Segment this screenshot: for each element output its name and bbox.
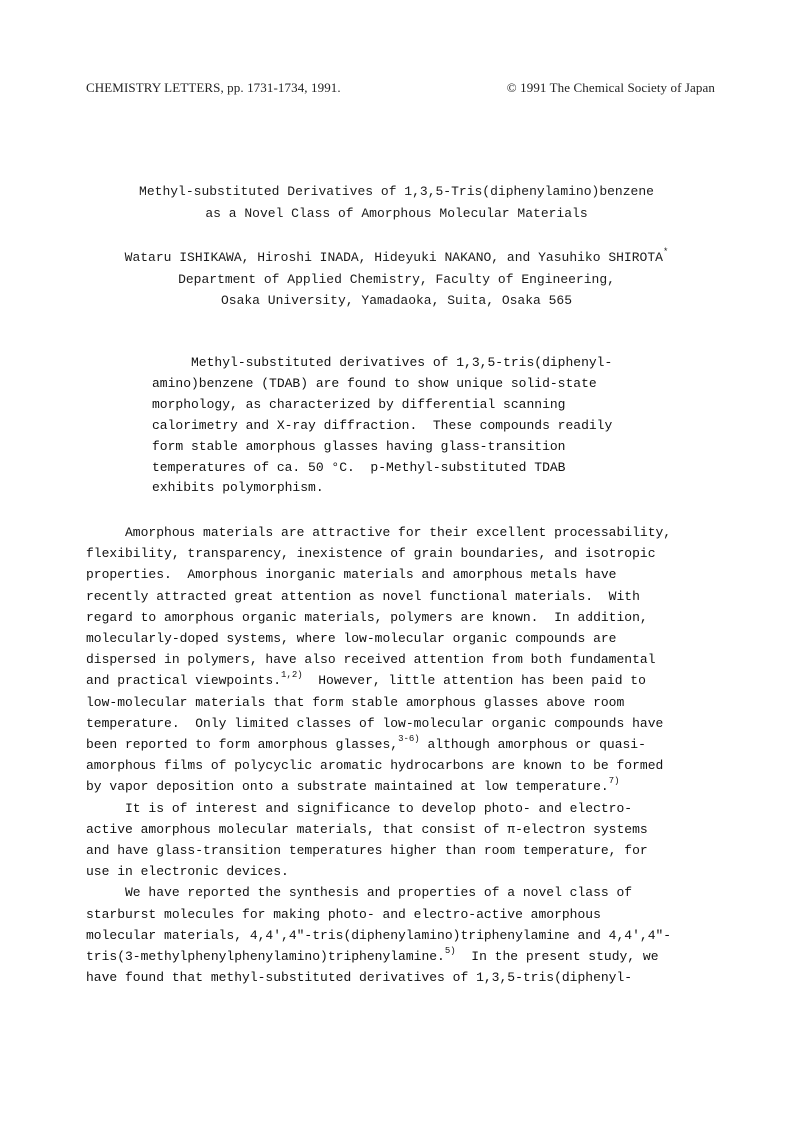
body-line — [86, 734, 726, 755]
body-line-text: Amorphous materials are attractive for their excellent processability, — [86, 525, 672, 540]
body-line-text: molecularly-doped systems, where low-molecular organic compounds are — [86, 631, 617, 647]
body-line — [86, 946, 726, 967]
author-list — [0, 247, 793, 265]
body-line-text: active amorphous molecular materials, that consist of π-electron systems — [86, 821, 648, 837]
body-line — [86, 564, 726, 585]
abstract-line: temperatures of ca. 50 °C. p-Methyl-substituted TDAB — [152, 459, 566, 475]
body-line — [86, 586, 726, 607]
body-line-text: recently attracted great attention as novel functional materials. With — [86, 588, 640, 604]
body-line-text: low-molecular materials that form stable amorphous glasses above room — [86, 694, 625, 710]
reference-superscript: 5) — [444, 946, 456, 957]
body-line-text: properties. Amorphous inorganic materials and amorphous metals have — [86, 567, 617, 583]
body-line-text: regard to amorphous organic materials, polymers are known. In addition, — [86, 609, 648, 625]
affiliation-line-1: Department of Applied Chemistry, Faculty of Engineering, — [178, 272, 615, 287]
body-line-text: amorphous films of polycyclic aromatic hydrocarbons are known to be formed — [86, 758, 664, 774]
body-line-text: and practical viewpoints. — [86, 673, 282, 689]
copyright-notice: © 1991 The Chemical Society of Japan — [506, 80, 715, 95]
paper-title-line-1: Methyl-substituted Derivatives of 1,3,5-Tris(diphenylamino)benzene — [139, 184, 654, 199]
body-line-text: We have reported the synthesis and properties of a novel class of — [86, 885, 633, 901]
abstract-line: form stable amorphous glasses having glass-transition — [152, 438, 566, 454]
body-line — [86, 670, 726, 691]
corresponding-author-mark: * — [662, 247, 669, 257]
body-line-text: flexibility, transparency, inexistence of grain boundaries, and isotropic — [86, 546, 656, 562]
reference-superscript: 1,2) — [281, 670, 303, 681]
body-line — [86, 522, 726, 543]
body-line — [86, 882, 726, 903]
body-line-text-cont: In the present study, we — [455, 949, 659, 965]
body-line — [86, 840, 726, 861]
body-line-text-cont: although amorphous or quasi- — [419, 737, 646, 753]
body-line — [86, 607, 726, 628]
body-line — [86, 904, 726, 925]
body-line-text: by vapor deposition onto a substrate maintained at low temperature. — [86, 779, 609, 795]
body-line — [86, 967, 726, 988]
body-line-text: molecular materials, 4,4',4"-tris(diphenylamino)triphenylamine and 4,4',4"- — [86, 927, 672, 943]
reference-superscript: 3-6) — [398, 734, 420, 745]
body-line — [86, 819, 726, 840]
journal-citation: CHEMISTRY LETTERS, pp. 1731-1734, 1991. — [86, 80, 341, 95]
body-line-text: been reported to form amorphous glasses, — [86, 737, 399, 753]
body-line — [86, 925, 726, 946]
body-line-text: temperature. Only limited classes of low-molecular organic compounds have — [86, 715, 664, 731]
body-line-text: tris(3-methylphenylphenylamino)triphenylamine. — [86, 949, 445, 965]
body-line-text: It is of interest and significance to develop photo- and electro- — [86, 800, 633, 816]
body-line — [86, 543, 726, 564]
abstract-line: amino)benzene (TDAB) are found to show unique solid-state — [152, 375, 597, 391]
body-line — [86, 628, 726, 649]
body-line-text: dispersed in polymers, have also received attention from both fundamental — [86, 652, 656, 668]
body-line — [86, 755, 726, 776]
paper-title-line-2: as a Novel Class of Amorphous Molecular Materials — [205, 206, 588, 221]
abstract — [152, 353, 612, 499]
body-text — [86, 522, 726, 988]
body-line-text: and have glass-transition temperatures higher than room temperature, for — [86, 843, 648, 859]
reference-superscript: 7) — [608, 776, 620, 787]
abstract-line: exhibits polymorphism. — [152, 480, 324, 496]
body-line — [86, 776, 726, 797]
body-line — [86, 713, 726, 734]
body-line-text: have found that methyl-substituted derivatives of 1,3,5-tris(diphenyl- — [86, 970, 633, 986]
affiliation-line-2: Osaka University, Yamadaoka, Suita, Osaka 565 — [220, 293, 573, 308]
body-line — [86, 798, 726, 819]
author-names: Wataru ISHIKAWA, Hiroshi INADA, Hideyuki NAKANO, and Yasuhiko SHIROTA — [124, 250, 663, 265]
body-line-text-cont: However, little attention has been paid to — [302, 673, 646, 689]
abstract-line: morphology, as characterized by differential scanning — [152, 396, 566, 412]
body-line — [86, 649, 726, 670]
abstract-line: Methyl-substituted derivatives of 1,3,5-tris(diphenyl- — [152, 355, 613, 370]
body-line-text: starburst molecules for making photo- and electro-active amorphous — [86, 906, 601, 922]
body-line-text: use in electronic devices. — [86, 864, 289, 880]
body-line — [86, 861, 726, 882]
body-line — [86, 692, 726, 713]
abstract-line: calorimetry and X-ray diffraction. These compounds readily — [152, 417, 613, 433]
